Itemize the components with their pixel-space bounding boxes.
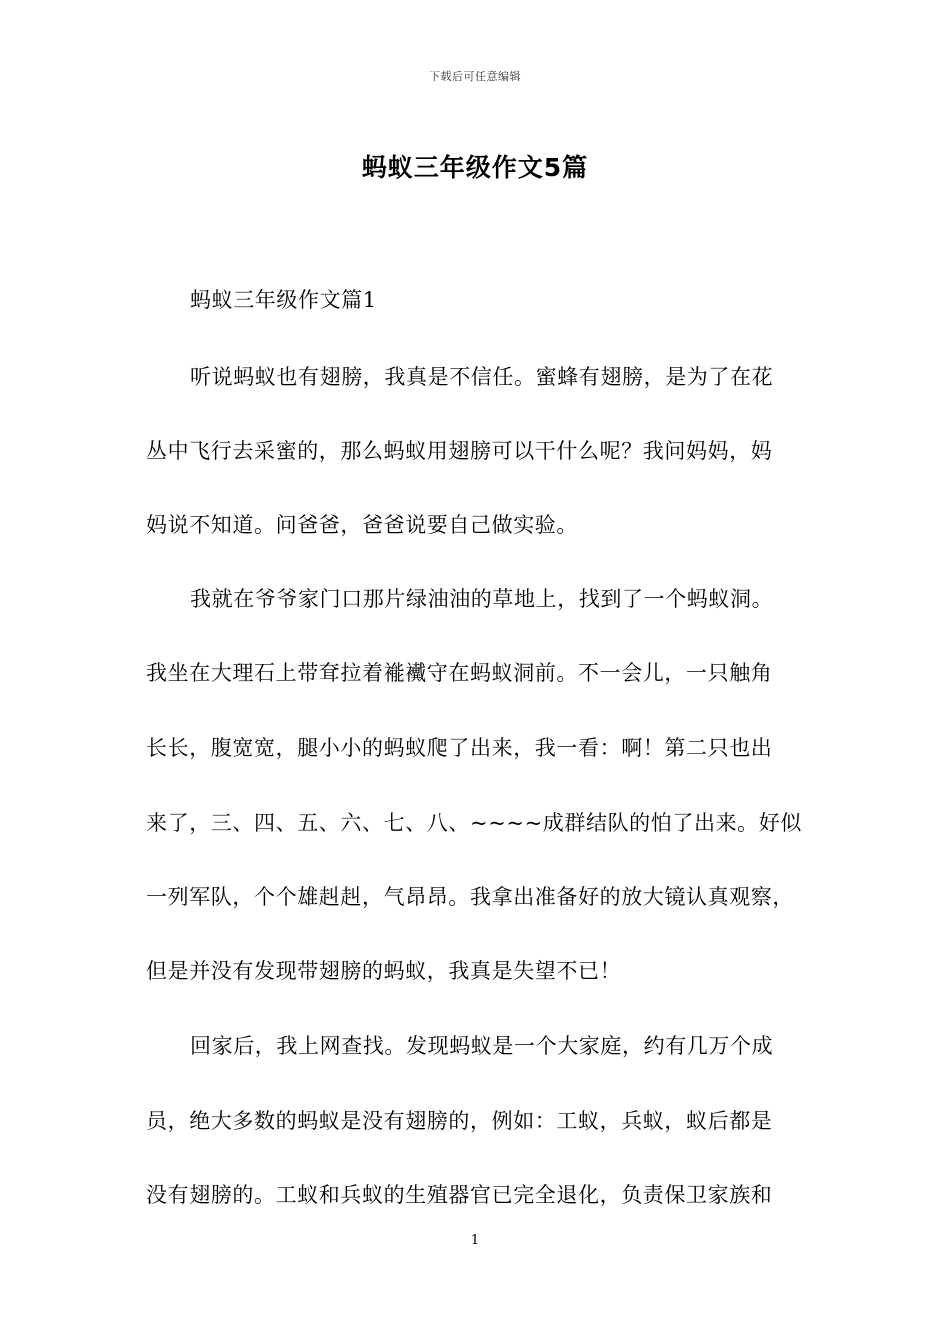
body-line: 没有翅膀的。工蚁和兵蚁的生殖器官已完全退化，负责保卫家族和 [146,1183,773,1207]
page-number: 1 [470,1233,480,1248]
body-line: 员，绝大多数的蚂蚁是没有翅膀的，例如：工蚁，兵蚁，蚁后都是 [146,1109,773,1133]
body-line: 长长，腹宽宽，腿小小的蚂蚁爬了出来，我一看：啊！第二只也出 [146,736,773,760]
body-line: 听说蚂蚁也有翅膀，我真是不信任。蜜蜂有翅膀，是为了在花 [190,365,774,389]
document-title: 蚂蚁三年级作文5篇 [361,153,589,182]
header-note: 下载后可任意编辑 [429,70,521,83]
body-line: 妈说不知道。问爸爸，爸爸说要自己做实验。 [146,513,578,537]
section-heading: 蚂蚁三年级作文篇1 [190,288,377,312]
body-line: 丛中飞行去采蜜的，那么蚂蚁用翅膀可以干什么呢？我问妈妈，妈 [146,439,773,463]
body-line: 我就在爷爷家门口那片绿油油的草地上，找到了一个蚂蚁洞。 [190,587,774,611]
body-line: 回家后，我上网查找。发现蚂蚁是一个大家庭，约有几万个成 [190,1034,774,1058]
body-line: 我坐在大理石上带耷拉着褦襶守在蚂蚁洞前。不一会儿，一只触角 [146,661,773,685]
body-line: 来了，三、四、五、六、七、八、~~~~成群结队的怕了出来。好似 [146,811,802,835]
body-line: 但是并没有发现带翅膀的蚂蚁，我真是失望不已！ [146,959,622,983]
body-line: 一列军队，个个雄赳赳，气昂昂。我拿出准备好的放大镜认真观察， [146,885,794,909]
